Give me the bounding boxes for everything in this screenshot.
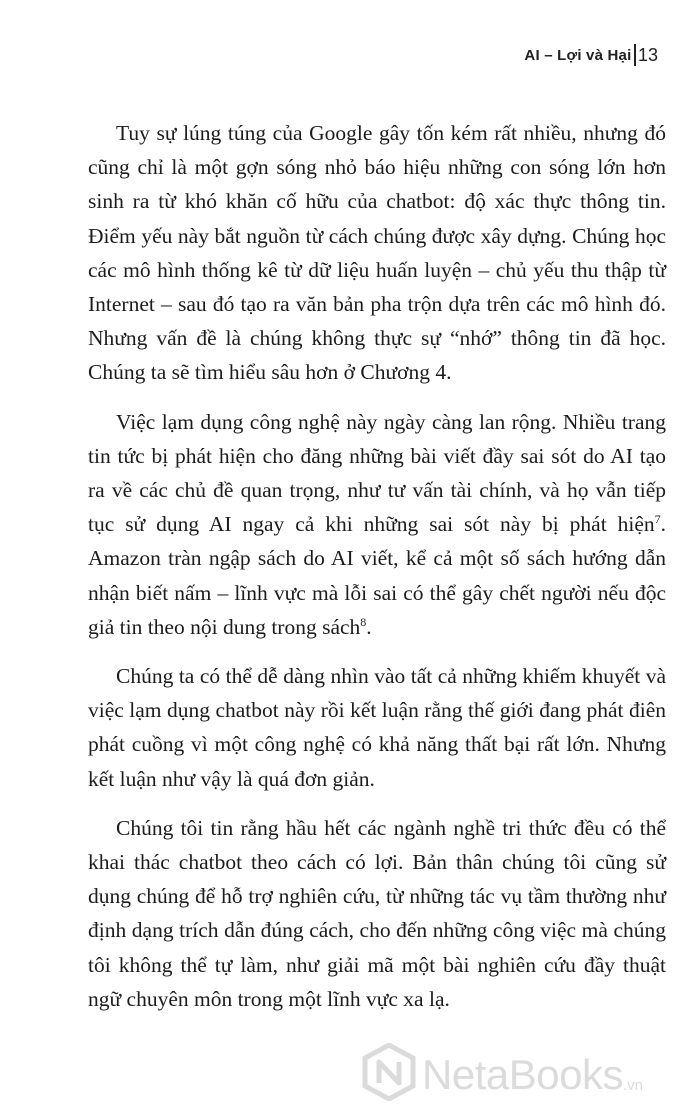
paragraph-2-part-1: Việc lạm dụng công nghệ này ngày càng lan rộng. Nhiều trang tin tức bị phát hiện cho đăng những bài viết đầy sai sót do AI tạo ra về các chủ đề quan trọng, như tư vấn tài chính, và họ vẫn tiếp tục sử dụng AI ngay cả khi những sai sót này bị phát hiện (88, 409, 666, 537)
footnote-ref-8: 8 (360, 614, 367, 629)
paragraph-1: Tuy sự lúng túng của Google gây tốn kém rất nhiều, nhưng đó cũng chỉ là một gợn sóng nhỏ báo hiệu những con sóng lớn hơn sinh ra từ khó khăn cố hữu của chatbot: độ xác thực thông tin. Điểm yếu này bắt nguồn từ cách chúng được xây dựng. Chúng học các mô hình thống kê từ dữ liệu huấn luyện – chủ yếu thu thập từ Internet – sau đó tạo ra văn bản pha trộn dựa trên các mô hình đó. Nhưng vấn đề là chúng không thực sự “nhớ” thông tin đã học. Chúng ta sẽ tìm hiểu sâu hơn ở Chương 4. (88, 121, 666, 385)
netabooks-watermark (362, 1043, 643, 1106)
watermark-brand: NetaBooks (422, 1050, 623, 1098)
paragraph-3: Chúng ta có thể dễ dàng nhìn vào tất cả những khiếm khuyết và việc lạm dụng chatbot này rồi kết luận rằng thế giới đang phát điên phát cuồng vì một công nghệ có khả năng thất bại rất lớn. Nhưng kết luận như vậy là quá đơn giản. (88, 664, 666, 791)
page-number: 13 (637, 44, 658, 65)
footnote-ref-7: 7 (654, 512, 661, 527)
body-text (88, 116, 666, 1031)
running-header (524, 44, 658, 66)
paragraph-4: Chúng tôi tin rằng hầu hết các ngành nghề tri thức đều có thể khai thác chatbot theo cách có lợi. Bản thân chúng tôi cũng sử dụng chúng để hỗ trợ nghiên cứu, từ những tác vụ tầm thường như định dạng trích dẫn đúng cách, cho đến những công việc mà chúng tôi không thể tự làm, như giải mã một bài nghiên cứu đầy thuật ngữ chuyên môn trong một lĩnh vực xa lạ. (88, 815, 666, 1011)
netabooks-logo-icon (362, 1043, 416, 1106)
paragraph-2-part-2: . Amazon tràn ngập sách do AI viết, kể cả một số sách hướng dẫn nhận biết nấm – lĩnh vực mà lỗi sai có thể gây chết người nếu độc giả tin theo nội dung trong sách (88, 512, 666, 639)
paragraph-2 (88, 405, 666, 644)
header-divider (634, 44, 636, 66)
watermark-domain: .vn (622, 1077, 643, 1094)
paragraph-2-part-3: . (366, 614, 372, 639)
running-header-title: AI – Lợi và Hại (524, 46, 632, 64)
